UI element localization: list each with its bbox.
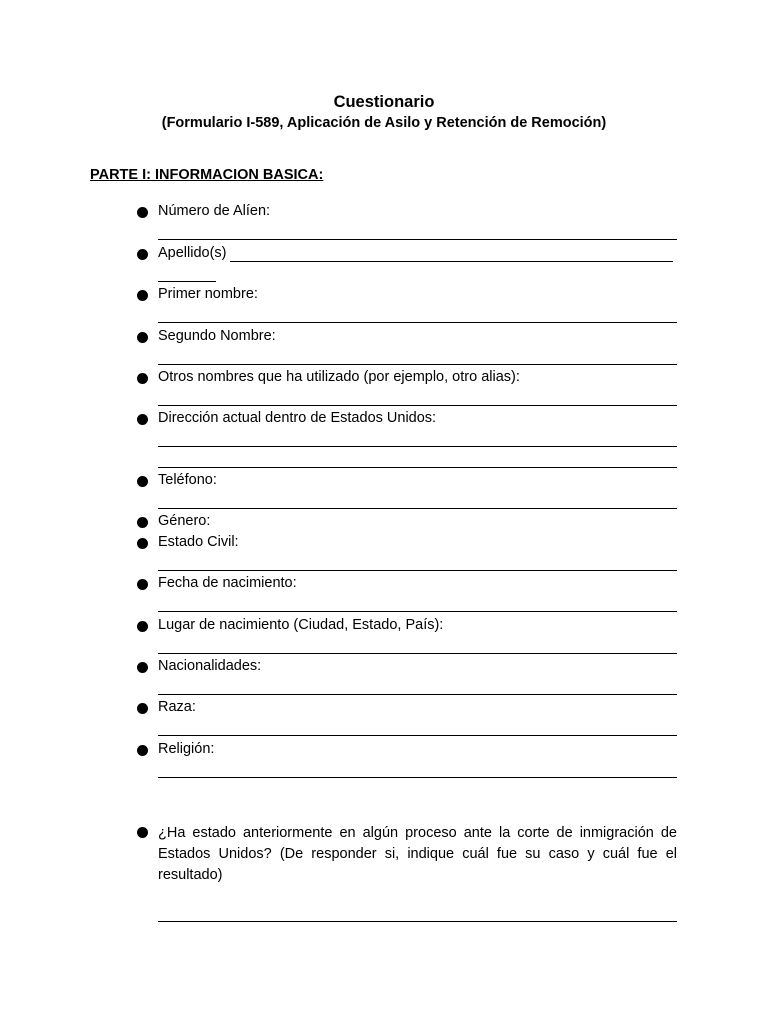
bullet-icon bbox=[137, 207, 148, 218]
bullet-icon bbox=[137, 249, 148, 260]
answer-line-first-name[interactable] bbox=[158, 322, 677, 323]
document-subtitle: (Formulario I-589, Aplicación de Asilo y Retención de Remoción) bbox=[161, 115, 607, 131]
bullet-icon bbox=[137, 827, 148, 838]
answer-line-phone[interactable] bbox=[158, 508, 677, 509]
answer-line-religion[interactable] bbox=[158, 777, 677, 778]
bullet-icon bbox=[137, 621, 148, 632]
answer-line-surname-continued[interactable] bbox=[158, 281, 216, 282]
field-label-birth-date: Fecha de nacimiento: bbox=[158, 575, 297, 591]
answer-line-race[interactable] bbox=[158, 735, 677, 736]
answer-line-middle-name[interactable] bbox=[158, 364, 677, 365]
answer-line-alien-number[interactable] bbox=[158, 239, 677, 240]
field-label-nationalities: Nacionalidades: bbox=[158, 658, 262, 674]
bullet-icon bbox=[137, 373, 148, 384]
bullet-icon bbox=[137, 517, 148, 528]
bullet-icon bbox=[137, 538, 148, 549]
bullet-icon bbox=[137, 745, 148, 756]
answer-line-marital-status[interactable] bbox=[158, 570, 677, 571]
bullet-icon bbox=[137, 290, 148, 301]
field-label-alien-number: Número de Alíen: bbox=[158, 203, 271, 219]
field-label-race: Raza: bbox=[158, 699, 196, 715]
answer-line-surname[interactable] bbox=[230, 261, 673, 262]
field-label-marital-status: Estado Civil: bbox=[158, 534, 239, 550]
field-label-gender: Género: bbox=[158, 513, 211, 529]
field-label-religion: Religión: bbox=[158, 741, 215, 757]
answer-line-current-address-1[interactable] bbox=[158, 446, 677, 447]
field-label-phone: Teléfono: bbox=[158, 472, 217, 488]
bullet-icon bbox=[137, 476, 148, 487]
question-immigration-court: ¿Ha estado anteriormente en algún proceso ante la corte de inmigración de Estados Unidos? (De responder si, indique cuál fue su caso y cuál fue el resultado) bbox=[158, 825, 677, 883]
answer-line-birth-date[interactable] bbox=[158, 611, 677, 612]
answer-line-current-address-2[interactable] bbox=[158, 467, 677, 468]
field-label-birth-place: Lugar de nacimiento (Ciudad, Estado, País): bbox=[158, 617, 444, 633]
field-label-middle-name: Segundo Nombre: bbox=[158, 328, 276, 344]
answer-line-other-names[interactable] bbox=[158, 405, 677, 406]
bullet-icon bbox=[137, 662, 148, 673]
section-heading: PARTE I: INFORMACION BASICA: bbox=[90, 167, 324, 183]
bullet-icon bbox=[137, 703, 148, 714]
answer-line-immigration-court[interactable] bbox=[158, 921, 677, 922]
field-label-other-names: Otros nombres que ha utilizado (por ejemplo, otro alias): bbox=[158, 369, 520, 385]
bullet-icon bbox=[137, 332, 148, 343]
field-label-first-name: Primer nombre: bbox=[158, 286, 258, 302]
bullet-icon bbox=[137, 414, 148, 425]
field-label-surname: Apellido(s) bbox=[158, 245, 227, 261]
answer-line-nationalities[interactable] bbox=[158, 694, 677, 695]
answer-line-birth-place[interactable] bbox=[158, 653, 677, 654]
document-title: Cuestionario bbox=[333, 93, 435, 111]
bullet-icon bbox=[137, 579, 148, 590]
field-label-current-address: Dirección actual dentro de Estados Unidos: bbox=[158, 410, 437, 426]
